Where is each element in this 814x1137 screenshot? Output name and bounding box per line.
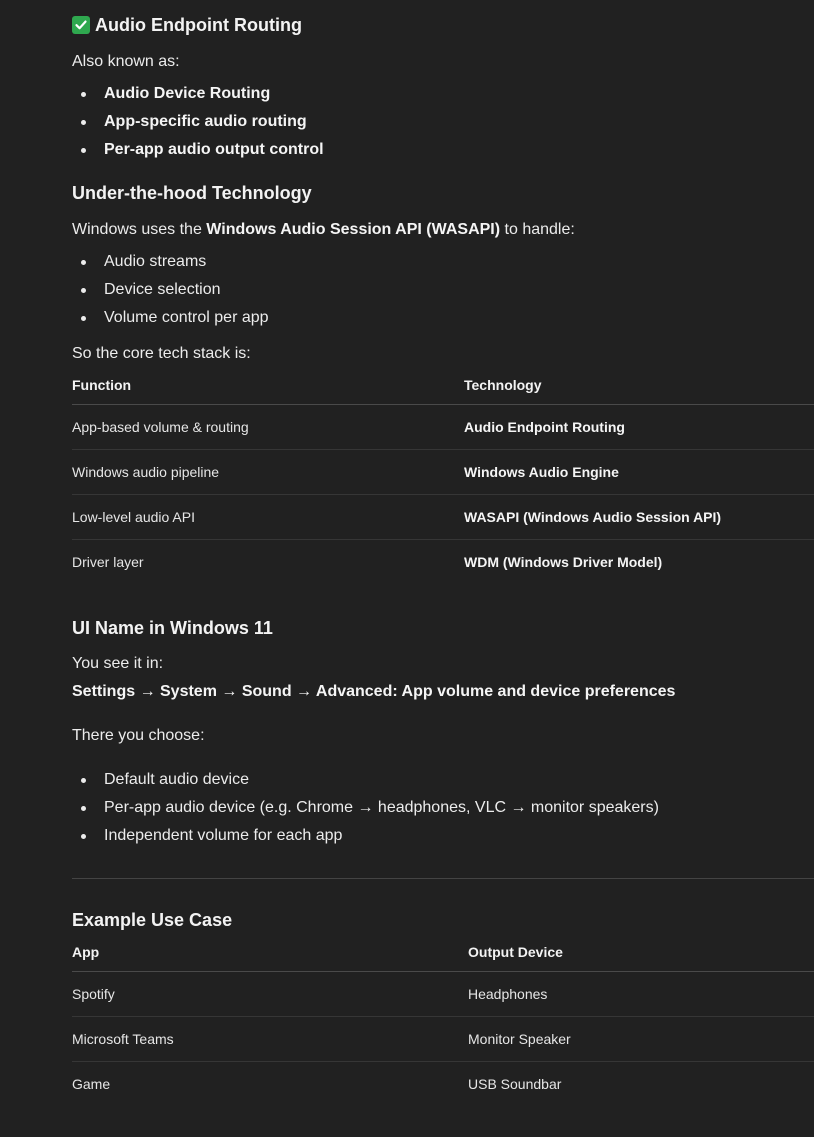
list-item: Volume control per app [72, 304, 269, 332]
table-cell: Game [72, 1076, 111, 1092]
table-cell: Windows Audio Engine [464, 464, 619, 480]
heading-text: Audio Endpoint Routing [95, 15, 302, 35]
table-row [72, 1017, 814, 1062]
heading-audio-endpoint-routing [72, 13, 302, 37]
heading-ui-name: UI Name in Windows 11 [72, 618, 273, 638]
wasapi-bold: Windows Audio Session API (WASAPI) [206, 221, 501, 238]
table-row [72, 972, 814, 1017]
table-row [72, 495, 814, 540]
column-header: Output Device [468, 944, 563, 960]
check-mark-icon [72, 16, 90, 34]
table-cell: WDM (Windows Driver Model) [464, 554, 663, 570]
see-label: You see it in: [72, 655, 164, 672]
table-row [72, 540, 814, 584]
column-header: Technology [464, 377, 542, 393]
aka-list [72, 80, 324, 164]
stack-label: So the core tech stack is: [72, 345, 251, 362]
table-header [72, 938, 814, 972]
list-item: Audio Device Routing [72, 80, 324, 108]
choose-list [72, 766, 659, 850]
example-table [72, 938, 814, 1106]
settings-path: Settings → System → Sound → Advanced: App volume and device preferences [72, 683, 676, 700]
heading-under-the-hood: Under-the-hood Technology [72, 183, 312, 203]
tech-stack-table [72, 371, 814, 584]
table-cell: Audio Endpoint Routing [464, 419, 625, 435]
table-cell: Microsoft Teams [72, 1031, 174, 1047]
table-cell: App-based volume & routing [72, 419, 249, 435]
heading-example-use-case: Example Use Case [72, 910, 233, 930]
list-item: Per-app audio device (e.g. Chrome → headphones, VLC → monitor speakers) [72, 794, 659, 822]
column-header: Function [72, 377, 132, 393]
table-cell: Spotify [72, 986, 115, 1002]
list-item: Default audio device [72, 766, 659, 794]
table-cell: Windows audio pipeline [72, 464, 220, 480]
table-cell: USB Soundbar [468, 1076, 562, 1092]
aka-label: Also known as: [72, 53, 180, 70]
choose-label: There you choose: [72, 727, 205, 744]
table-header [72, 371, 814, 405]
divider [72, 878, 814, 879]
list-item: App-specific audio routing [72, 108, 324, 136]
wasapi-intro: Windows uses the Windows Audio Session API (WASAPI) to handle: [72, 221, 575, 238]
list-item: Per-app audio output control [72, 136, 324, 164]
table-cell: Headphones [468, 986, 548, 1002]
list-item: Audio streams [72, 248, 269, 276]
list-item: Independent volume for each app [72, 822, 659, 850]
table-row [72, 405, 814, 450]
column-header: App [72, 944, 100, 960]
table-row [72, 1062, 814, 1106]
handle-list [72, 248, 269, 332]
table-cell: Monitor Speaker [468, 1031, 571, 1047]
table-cell: WASAPI (Windows Audio Session API) [464, 509, 722, 525]
table-row [72, 450, 814, 495]
list-item: Device selection [72, 276, 269, 304]
table-cell: Driver layer [72, 554, 144, 570]
table-cell: Low-level audio API [72, 509, 195, 525]
